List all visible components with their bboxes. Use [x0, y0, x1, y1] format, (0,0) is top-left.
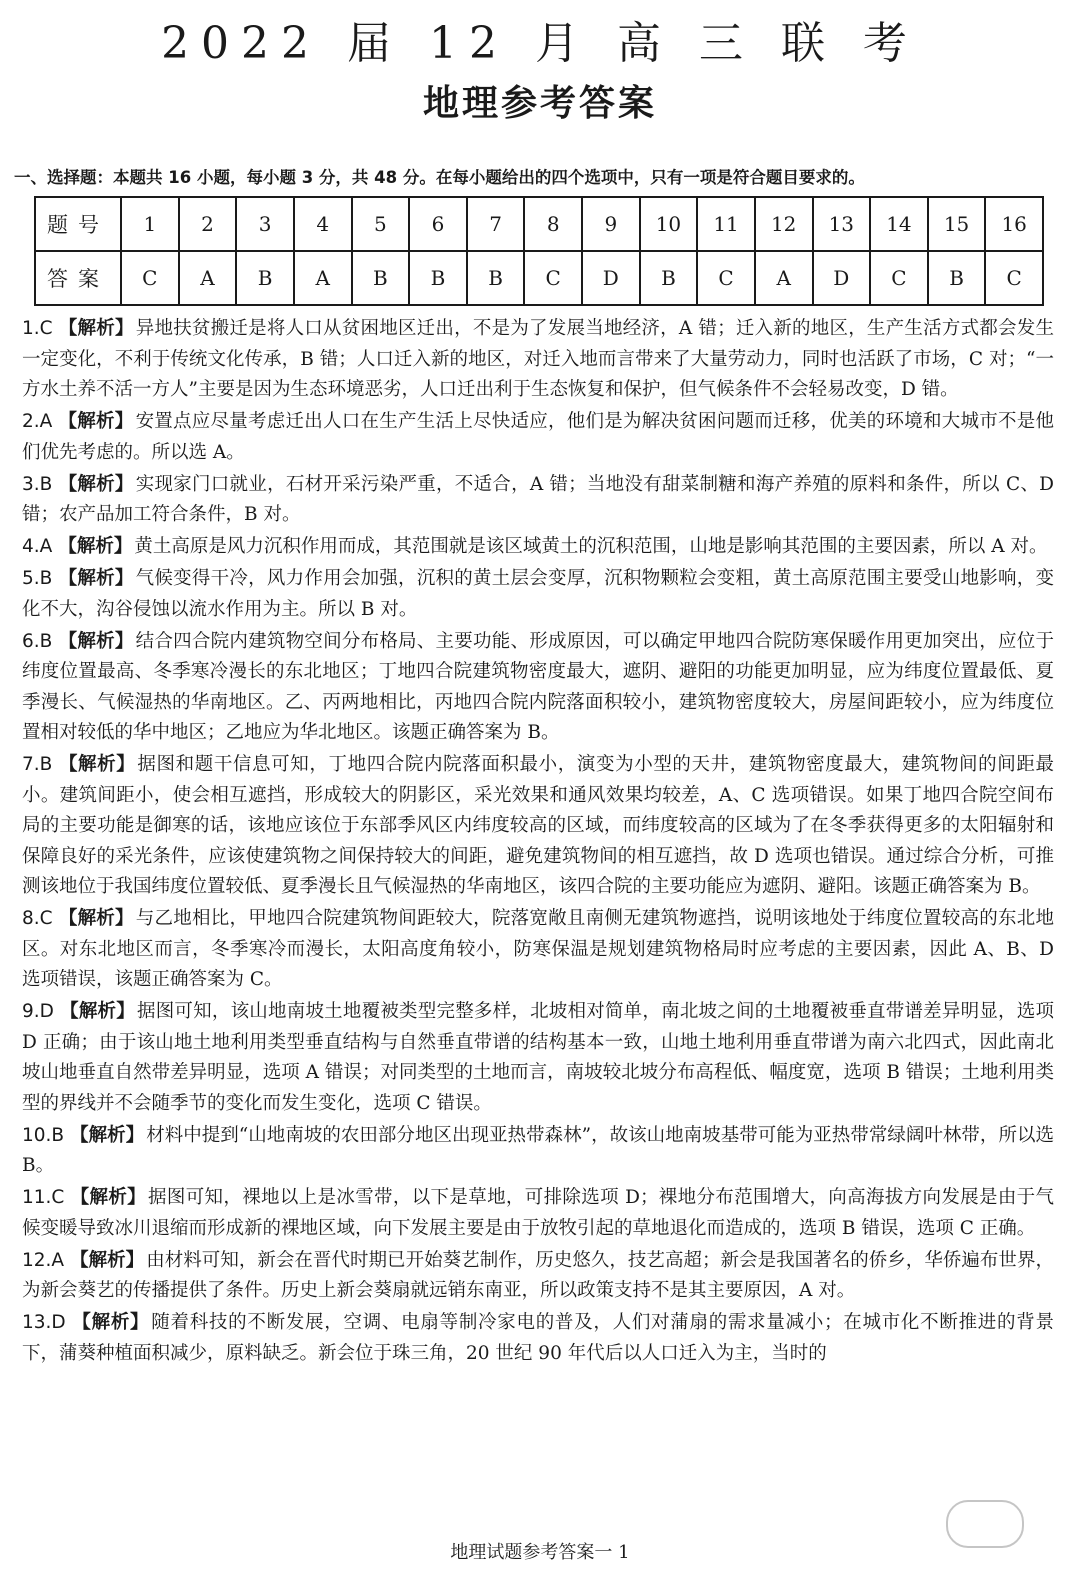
answer-cell: A	[294, 251, 352, 305]
answer-cell: B	[467, 251, 525, 305]
answer-cell: D	[582, 251, 640, 305]
answer-cell: B	[352, 251, 410, 305]
analysis-item	[22, 1121, 1054, 1182]
analysis-tag: 【解析】	[59, 1001, 135, 1022]
answer-cell: B	[928, 251, 986, 305]
analysis-tag: 【解析】	[58, 318, 134, 339]
item-number: 8.C	[22, 908, 53, 929]
analysis-item	[22, 904, 1054, 996]
analysis-list	[22, 314, 1054, 1371]
item-number: 9.D	[22, 1001, 54, 1022]
item-number: 4.A	[22, 536, 53, 557]
question-number-row	[35, 197, 1043, 251]
row-label-question: 题号	[35, 197, 121, 251]
question-number: 2	[179, 197, 237, 251]
analysis-tag: 【解析】	[58, 411, 134, 432]
analysis-text: 材料中提到“山地南坡的农田部分地区出现亚热带森林”，故该山地南坡基带可能为亚热带常绿阔叶林带，所以选 B。	[22, 1124, 1054, 1176]
row-label-answer: 答案	[35, 251, 121, 305]
page-footer: 地理试题参考答案一 1	[450, 1542, 630, 1563]
question-number: 15	[928, 197, 986, 251]
answer-cell: C	[697, 251, 755, 305]
analysis-text: 与乙地相比，甲地四合院建筑物间距较大，院落宽敞且南侧无建筑物遮挡，说明该地处于纬度位置较高的东北地区。对东北地区而言，冬季寒冷而漫长，太阳高度角较小，防寒保温是规划建筑物格局时应考虑的主要因素，因此 A、B、D 选项错误，该题正确答案为 C。	[22, 908, 1054, 990]
item-number: 12.A	[22, 1249, 65, 1271]
item-number: 6.B	[22, 630, 53, 652]
answer-cell: C	[524, 251, 582, 305]
analysis-text: 安置点应尽量考虑迁出人口在生产生活上尽快适应，他们是为解决贫困问题而迁移，优美的环境和大城市不是他们优先考虑的。所以选 A。	[22, 411, 1054, 463]
item-number: 13.D	[22, 1312, 66, 1333]
item-number: 1.C	[22, 318, 53, 339]
answer-cell: A	[179, 251, 237, 305]
analysis-text: 据图可知，该山地南坡土地覆被类型完整多样，北坡相对简单，南北坡之间的土地覆被垂直带谱差异明显，选项 D 正确；由于该山地土地利用类型垂直结构与自然垂直带谱的结构基本一致，山地土地利用垂直带谱为南六北四式，因此南北坡山地垂直自然带差异明显，选项 A 错误；对同类型的土地而言，南坡较北坡分布高程低、幅度宽，选项 B 错误；土地利用类型的界线并不会随季节的变化而发生变化，选项 C 错误。	[22, 1001, 1054, 1114]
analysis-tag: 【解析】	[58, 568, 134, 589]
analysis-item	[22, 1308, 1054, 1369]
analysis-tag: 【解析】	[71, 1312, 150, 1333]
analysis-item	[22, 532, 1054, 563]
answer-cell: C	[870, 251, 928, 305]
answer-cell: B	[640, 251, 698, 305]
analysis-item	[22, 750, 1054, 903]
analysis-tag: 【解析】	[58, 754, 136, 775]
analysis-tag: 【解析】	[58, 473, 134, 495]
question-number: 12	[755, 197, 813, 251]
question-number: 10	[640, 197, 698, 251]
analysis-tag: 【解析】	[70, 1249, 145, 1271]
analysis-text: 异地扶贫搬迁是将人口从贫困地区迁出，不是为了发展当地经济，A 错；迁入新的地区，生产生活方式都会发生一定变化，不利于传统文化传承，B 错；人口迁入新的地区，对迁入地而言带来了大量劳动力，同时也活跃了市场，C 对；“一方水土养不活一方人”主要是因为生态环境恶劣，人口迁出利于生态恢复和保护，但气候条件不会轻易改变，D 错。	[22, 318, 1054, 400]
analysis-text: 气候变得干冷，风力作用会加强，沉积的黄土层会变厚，沉积物颗粒会变粗，黄土高原范围主要受山地影响，变化不大，沟谷侵蚀以流水作用为主。所以 B 对。	[22, 568, 1054, 620]
item-number: 2.A	[22, 411, 53, 432]
answer-table	[34, 196, 1044, 306]
item-number: 3.B	[22, 473, 53, 495]
analysis-item	[22, 470, 1054, 531]
question-number: 13	[813, 197, 871, 251]
question-number: 1	[121, 197, 179, 251]
analysis-text: 由材料可知，新会在晋代时期已开始葵艺制作，历史悠久，技艺高超；新会是我国著名的侨乡，华侨遍布世界，为新会葵艺的传播提供了条件。历史上新会葵扇就远销东南亚，所以政策支持不是其主要原因，A 对。	[22, 1249, 1054, 1301]
analysis-item	[22, 1246, 1054, 1307]
answer-cell: C	[121, 251, 179, 305]
question-number: 8	[524, 197, 582, 251]
question-number: 5	[352, 197, 410, 251]
answer-cell: B	[236, 251, 294, 305]
analysis-text: 实现家门口就业，石材开采污染严重，不适合，A 错；当地没有甜菜制糖和海产养殖的原料和条件，所以 C、D 错；农产品加工符合条件，B 对。	[22, 473, 1054, 525]
item-number: 7.B	[22, 754, 53, 775]
answer-cell: C	[985, 251, 1043, 305]
question-number: 16	[985, 197, 1043, 251]
analysis-item	[22, 564, 1054, 625]
analysis-item	[22, 997, 1054, 1119]
answer-cell: D	[813, 251, 871, 305]
analysis-text: 据图和题干信息可知，丁地四合院内院落面积最小，演变为小型的天井，建筑物密度最大，建筑物间的间距最小。建筑间距小，使会相互遮挡，形成较大的阴影区，采光效果和通风效果均较差，A、C 选项错误。如果丁地四合院空间布局的主要功能是御寒的话，该地应该位于东部季风区内纬度较高的区域，而纬度较高的区域为了在冬季获得更多的太阳辐射和保障良好的采光条件，应该使建筑物之间保持较大的间距，避免建筑物间的相互遮挡，故 D 选项也错误。通过综合分析，可推测该地位于我国纬度位置较低、夏季漫长且气候湿热的华南地区，该四合院的主要功能应为遮阴、避阳。该题正确答案为 B。	[22, 754, 1054, 897]
analysis-tag: 【解析】	[58, 536, 133, 557]
analysis-item	[22, 627, 1054, 749]
document-title: 2022 届 12 月 高 三 联 考	[161, 18, 919, 69]
analysis-text: 黄土高原是风力沉积作用而成，其范围就是该区域黄土的沉积范围，山地是影响其范围的主要因素，所以 A 对。	[134, 536, 1048, 557]
question-number: 11	[697, 197, 755, 251]
question-number: 9	[582, 197, 640, 251]
analysis-text: 结合四合院内建筑物空间分布格局、主要功能、形成原因，可以确定甲地四合院防寒保暖作用更加突出，应位于纬度位置最高、冬季寒冷漫长的东北地区；丁地四合院建筑物密度最大，遮阴、避阳的功能更加明显，应为纬度位置最低、夏季漫长、气候湿热的华南地区。乙、丙两地相比，丙地四合院内院落面积较小，建筑物密度较大，房屋间距较小，应为纬度位置相对较低的华中地区；乙地应为华北地区。该题正确答案为 B。	[22, 630, 1054, 743]
analysis-item	[22, 314, 1054, 406]
answer-cell: B	[409, 251, 467, 305]
analysis-tag: 【解析】	[70, 1187, 147, 1208]
answer-row	[35, 251, 1043, 305]
question-number: 14	[870, 197, 928, 251]
analysis-item	[22, 407, 1054, 468]
analysis-tag: 【解析】	[58, 908, 134, 929]
question-number: 7	[467, 197, 525, 251]
analysis-item	[22, 1183, 1054, 1244]
item-number: 11.C	[22, 1187, 65, 1208]
analysis-tag: 【解析】	[70, 1124, 145, 1146]
analysis-text: 据图可知，裸地以上是冰雪带，以下是草地，可排除选项 D；裸地分布范围增大，向高海拔方向发展是由于气候变暖导致冰川退缩而形成新的裸地区域，向下发展主要是由于放牧引起的草地退化而造成的，选项 B 错误，选项 C 正确。	[22, 1187, 1054, 1239]
analysis-text: 随着科技的不断发展，空调、电扇等制冷家电的普及，人们对蒲扇的需求量减小；在城市化不断推进的背景下，蒲葵种植面积减少，原料缺乏。新会位于珠三角，20 世纪 90 年代后以人口迁入为主，当时的	[22, 1312, 1054, 1364]
question-number: 6	[409, 197, 467, 251]
answer-cell: A	[755, 251, 813, 305]
item-number: 10.B	[22, 1124, 65, 1146]
section-heading: 一、选择题：本题共 16 小题，每小题 3 分，共 48 分。在每小题给出的四个选项中，只有一项是符合题目要求的。	[14, 168, 865, 187]
question-number: 4	[294, 197, 352, 251]
item-number: 5.B	[22, 568, 53, 589]
question-number: 3	[236, 197, 294, 251]
analysis-tag: 【解析】	[58, 630, 134, 652]
document-subtitle: 地理参考答案	[422, 83, 657, 124]
